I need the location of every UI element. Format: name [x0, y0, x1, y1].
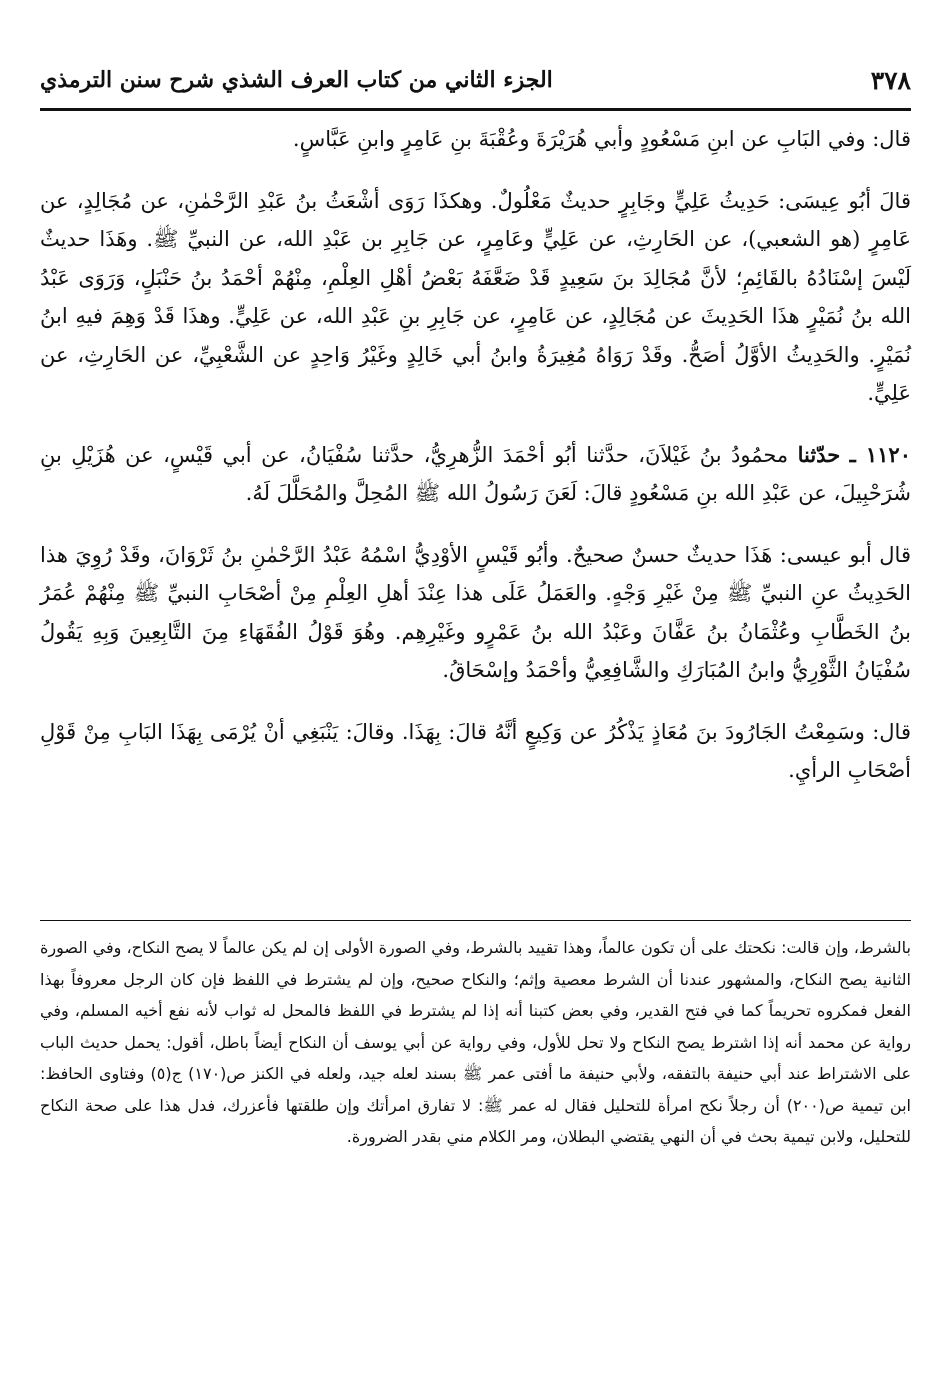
running-title: الجزء الثاني من كتاب العرف الشذي شرح سنن الترمذي — [40, 67, 553, 93]
hadith-text: محمُودُ بنُ غَيْلاَنَ، حدَّثنا أبُو أحْمَدَ الزُّهرِيُّ، حدَّثنا سُفْيَانُ، عن أبي قَيْسٍ، عن هُزَيْلِ بنِ شُرَحْبِيلَ، عن عَبْدِ الله بنِ مَسْعُودٍ قالَ: لَعَنَ رَسُولُ الله ﷺ المُحِلَّ والمُحَلَّلَ لَهُ. — [40, 442, 911, 505]
hadith-lead-word: حدّثنا — [797, 441, 841, 467]
page-header — [40, 58, 911, 102]
hadith-number: ١١٢٠ ـ — [849, 441, 911, 467]
hadith-paragraph — [40, 436, 911, 513]
footnote-block — [40, 932, 911, 1153]
paragraph-2: قالَ أبُو عِيسَى: حَدِيثُ عَلِيٍّ وجَابِرٍ حديثٌ مَعْلُولٌ. وهكذَا رَوَى أشْعَثُ بنُ عَبْدِ الرَّحْمٰنِ، عن مُجَالِدٍ، عن عَامِرٍ (هو الشعبي)، عن الحَارِثِ، عن عَلِيٍّ وعَامِرٍ، عن جَابِرِ بن عَبْدِ الله، عن النبيِّ ﷺ. وهَذَا حديثٌ لَيْسَ إسْنَادُهُ بالقَائِمِ؛ لأنَّ مُجَالِدَ بنَ سَعِيدٍ قَدْ ضَعَّفَهُ بَعْضُ أهْلِ العِلْمِ، مِنْهُمْ أحْمَدُ بنُ حَنْبَلٍ، وَرَوَى عَبْدُ الله بنُ نُمَيْرٍ هذَا الحَدِيثَ عن مُجَالِدٍ، عن عَامِرٍ، عن جَابِرِ بنِ عَبْدِ الله، عن عَلِيٍّ. وهذَا قَدْ وَهِمَ فيهِ ابنُ نُمَيْرٍ. والحَدِيثُ الأوَّلُ أصَحُّ. وقَدْ رَوَاهُ مُغِيرَةُ وابنُ أبي خَالِدٍ وغَيْرُ وَاحِدٍ عن الشَّعْبِيِّ، عن الحَارِثِ، عن عَلِيٍّ. — [40, 188, 911, 405]
paragraph-5: قال: وسَمِعْتُ الجَارُودَ بنَ مُعَاذٍ يَذْكُرُ عن وَكِيعٍ أنَّهُ قالَ: بِهَذَا. وقالَ: يَنْبَغِي أنْ يُرْمَى بِهَذَا البَابِ مِنْ قَوْلِ أصْحَابِ الرأيِ. — [40, 719, 911, 782]
paragraph-1: قال: وفي البَابِ عن ابنِ مَسْعُودٍ وأبي هُرَيْرَةَ وعُقْبَةَ بنِ عَامِرٍ وابنِ عَبَّاسٍ. — [292, 127, 911, 151]
footnote-text: بالشرط، وإن قالت: نكحتك على أن تكون عالماً، وهذا تقييد بالشرط، وفي الصورة الأولى إن لم يكن عالماً لا يصح النكاح، وفي الصورة الثانية يصح النكاح، والمشهور عندنا أن الشرط معصية وإثم؛ والنكاح صحيح، وإن لم يشترط في اللفظ فإن كان الرجل معروفاً بهذا الفعل فمكروه تحريماً كما في فتح القدير، وفي بعض كتبنا أنه إذا لم يشترط في اللفظ فالمحل له ثواب لأنه نفع أخيه المسلم، وفي رواية عن محمد أنه إذا اشترط يصح النكاح ولا تحل للأول، وفي رواية عن أبي يوسف أن النكاح أيضاً باطل، أقول: يحمل حديث الباب على الاشتراط عند أبي حنيفة بالتفقه، ولأبي حنيفة ما أفتى عمر ﷺ بسند لعله جيد، ولعله في الكنز ص(١٧٠) ج(٥) وفتاوى الحافظ: ابن تيمية ص(٢٠٠) أن رجلاً نكح امرأة للتحليل فقال له عمر ﷺ: لا تفارق امرأتك وإن طلقتها فأعزرك، فدل هذا على صحة النكاح للتحليل، ولابن تيمية بحث في أن النهي يقتضي البطلان، ومر الكلام مني بقدر الضرورة. — [40, 938, 911, 1146]
header-rule — [40, 108, 911, 111]
book-page — [40, 0, 911, 1380]
page-number: ٣٧٨ — [870, 65, 911, 95]
footnote-rule — [40, 920, 911, 921]
paragraph-4: قال أبو عيسى: هَذَا حديثٌ حسنٌ صحيحٌ. وأبُو قَيْسٍ الأوْدِيُّ اسْمُهُ عَبْدُ الرَّحْمٰنِ بنُ ثَرْوَانَ، وقَدْ رُوِيَ هذا الحَدِيثُ عنِ النبيِّ ﷺ مِنْ غَيْرِ وَجْهٍ. والعَمَلُ عَلَى هذا عِنْدَ أهلِ العِلْمِ مِنْ أصْحَابِ النبيِّ ﷺ مِنْهُمْ عُمَرُ بنُ الخَطَّابِ وعُثْمَانُ بنُ عَفَّانَ وعَبْدُ الله بنُ عَمْرٍو وغَيْرِهِم. وهُوَ قَوْلُ الفُقَهَاءِ مِنَ التَّابِعِينَ وَبِهِ يَقُولُ سُفْيَانُ الثَّوْرِيُّ وابنُ المُبَارَكِ والشَّافِعِيُّ وأحْمَدُ وإسْحَاقُ. — [40, 542, 911, 682]
main-text — [40, 120, 911, 813]
